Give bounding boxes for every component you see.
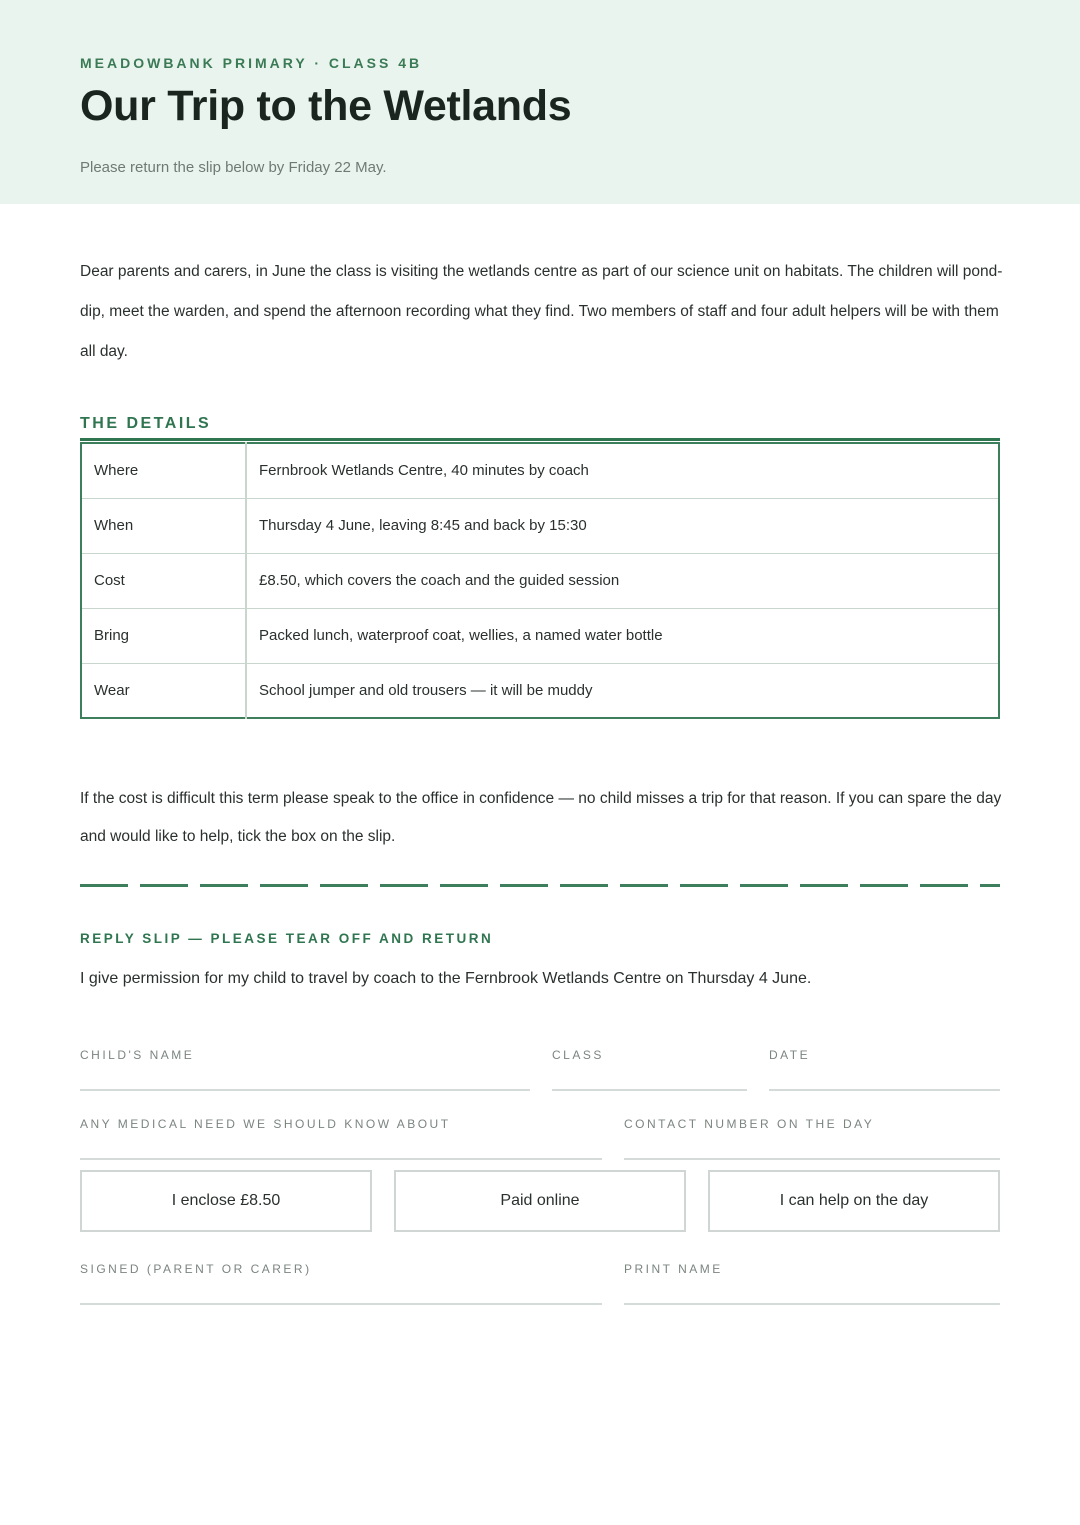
table-row: [81, 443, 999, 498]
reply-slip-heading: REPLY SLIP — PLEASE TEAR OFF AND RETURN: [80, 931, 494, 946]
page-title: Our Trip to the Wetlands: [80, 82, 572, 130]
enclose-payment-option[interactable]: I enclose £8.50: [80, 1170, 372, 1232]
detail-value: Fernbrook Wetlands Centre, 40 minutes by coach: [246, 443, 999, 498]
details-divider: [80, 438, 1000, 441]
header-band: [0, 0, 1080, 204]
contact-number-field[interactable]: [624, 1117, 1000, 1160]
childs-name-field[interactable]: [80, 1048, 530, 1091]
print-name-field[interactable]: [624, 1262, 1000, 1305]
field-label: CLASS: [552, 1048, 604, 1062]
field-label: PRINT NAME: [624, 1262, 723, 1276]
help-on-day-option[interactable]: I can help on the day: [708, 1170, 1000, 1232]
table-row: [81, 663, 999, 718]
cost-note: If the cost is difficult this term please speak to the office in confidence — no child misses a trip for that reason. If you can spare the day and would like to help, tick the box on the slip.: [80, 790, 1002, 845]
tear-off-line: [80, 884, 1000, 887]
field-label: DATE: [769, 1048, 811, 1062]
intro-letter: Dear parents and carers, in June the class is visiting the wetlands centre as part of our science unit on habitats. The children will pond-dip, meet the warden, and spend the afternoon recording what they find. Two members of staff and four adult helpers will be with them all day.: [80, 263, 1003, 360]
details-heading: THE DETAILS: [80, 415, 212, 432]
detail-label: Bring: [81, 608, 246, 663]
detail-label: Cost: [81, 553, 246, 608]
field-label: ANY MEDICAL NEED WE SHOULD KNOW ABOUT: [80, 1117, 451, 1131]
class-field[interactable]: [552, 1048, 747, 1091]
medical-need-field[interactable]: [80, 1117, 602, 1160]
table-row: [81, 553, 999, 608]
detail-label: Wear: [81, 663, 246, 718]
details-table: [80, 442, 1000, 719]
detail-label: When: [81, 498, 246, 553]
table-row: [81, 608, 999, 663]
detail-value: Packed lunch, waterproof coat, wellies, a named water bottle: [246, 608, 999, 663]
field-label: CONTACT NUMBER ON THE DAY: [624, 1117, 875, 1131]
signature-field[interactable]: [80, 1262, 602, 1305]
table-row: [81, 498, 999, 553]
date-field[interactable]: [769, 1048, 1000, 1091]
school-class-kicker: MEADOWBANK PRIMARY · CLASS 4B: [80, 55, 423, 71]
field-label: CHILD'S NAME: [80, 1048, 195, 1062]
detail-value: School jumper and old trousers — it will be muddy: [246, 663, 999, 718]
detail-value: Thursday 4 June, leaving 8:45 and back by 15:30: [246, 498, 999, 553]
detail-label: Where: [81, 443, 246, 498]
return-deadline-note: Please return the slip below by Friday 22 May.: [80, 159, 387, 176]
paid-online-option[interactable]: Paid online: [394, 1170, 686, 1232]
field-label: SIGNED (PARENT OR CARER): [80, 1262, 312, 1276]
detail-value: £8.50, which covers the coach and the guided session: [246, 553, 999, 608]
permission-statement: I give permission for my child to travel by coach to the Fernbrook Wetlands Centre on Thursday 4 June.: [80, 970, 812, 987]
